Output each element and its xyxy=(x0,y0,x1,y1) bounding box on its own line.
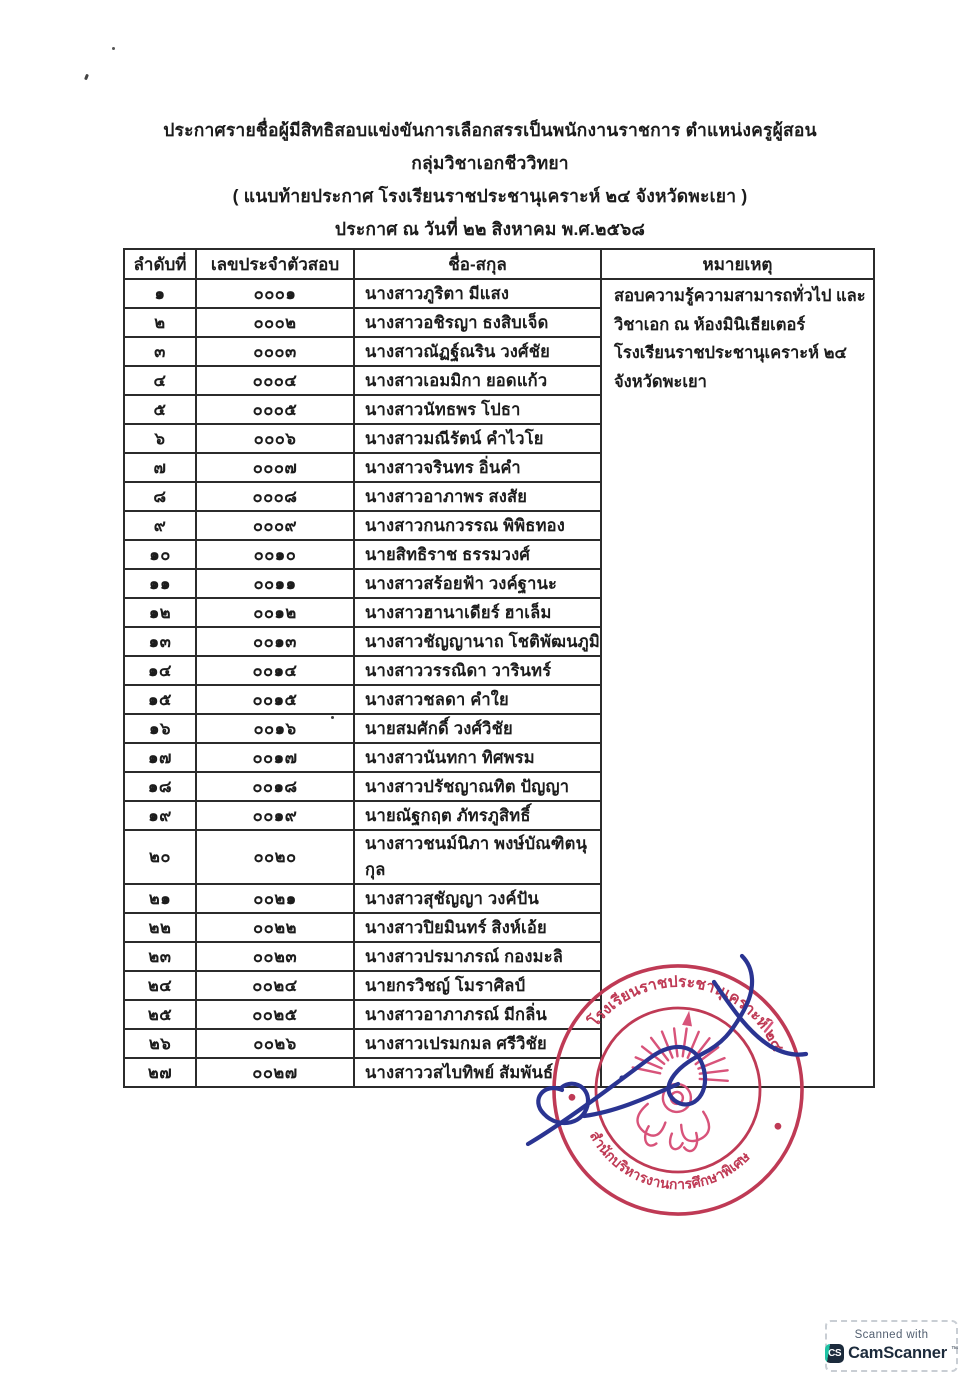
exam-id-cell: ๐๐๐๓ xyxy=(196,337,354,366)
name-cell: นางสาวนันทกา ทิศพรม xyxy=(354,743,601,772)
name-cell: นางสาวจรินทร อิ่นคำ xyxy=(354,453,601,482)
exam-id-cell: ๐๐๑๗ xyxy=(196,743,354,772)
applicants-table xyxy=(123,248,875,1088)
name-cell: นางสาวปรมาภรณ์ กองมะลิ xyxy=(354,942,601,971)
remark-line: วิชาเอก ณ ห้องมินิเธียเตอร์ xyxy=(614,315,806,334)
exam-id-cell: ๐๐๐๖ xyxy=(196,424,354,453)
title-line-1: ประกาศรายชื่อผู้มีสิทธิสอบแข่งขันการเลือกสรรเป็นพนักงานราชการ ตำแหน่งครูผู้สอน xyxy=(163,120,817,140)
name-cell: นางสาวอาภาภรณ์ มีกลิ่น xyxy=(354,1000,601,1029)
scan-speck xyxy=(112,47,115,50)
name-cell: นายสมศักดิ์ วงศ์วิชัย xyxy=(354,714,601,743)
camscanner-brand-row xyxy=(825,1344,958,1363)
row-number-cell: ๑๙ xyxy=(124,801,196,830)
exam-id-cell: ๐๐๑๕ xyxy=(196,685,354,714)
exam-id-cell: ๐๐๒๐ xyxy=(196,830,354,884)
row-number-cell: ๒๕ xyxy=(124,1000,196,1029)
name-cell: นางสาววสไบทิพย์ สัมพันธ์ xyxy=(354,1058,601,1087)
row-number-cell: ๑๑ xyxy=(124,569,196,598)
exam-id-cell: ๐๐๒๓ xyxy=(196,942,354,971)
exam-id-cell: ๐๐๐๘ xyxy=(196,482,354,511)
row-number-cell: ๑๓ xyxy=(124,627,196,656)
row-number-cell: ๒๔ xyxy=(124,971,196,1000)
row-number-cell: ๗ xyxy=(124,453,196,482)
row-number-cell: ๑๕ xyxy=(124,685,196,714)
announcement-title-block xyxy=(0,114,980,246)
title-line-4: ประกาศ ณ วันที่ ๒๒ สิงหาคม พ.ศ.๒๕๖๘ xyxy=(334,219,646,239)
row-number-cell: ๑๗ xyxy=(124,743,196,772)
exam-id-cell: ๐๐๑๐ xyxy=(196,540,354,569)
stamp-separator-dot xyxy=(774,1122,782,1130)
row-number-cell: ๒๖ xyxy=(124,1029,196,1058)
name-cell: นางสาวภูริตา มีแสง xyxy=(354,279,601,308)
header-order-col: ลำดับที่ xyxy=(124,249,196,279)
row-number-cell: ๔ xyxy=(124,366,196,395)
remark-line: จังหวัดพะเยา xyxy=(614,372,707,391)
trademark-symbol: ™ xyxy=(950,1346,958,1353)
stamp-bottom-arc-text: สำนักบริหารงานการศึกษาพิเศษ xyxy=(586,1128,753,1193)
row-number-cell: ๑๔ xyxy=(124,656,196,685)
title-line-3: ( แนบท้ายประกาศ โรงเรียนราชประชานุเคราะห์ ๒๔ จังหวัดพะเยา ) xyxy=(232,186,748,206)
exam-id-cell: ๐๐๐๗ xyxy=(196,453,354,482)
name-cell: นางสาวมณีรัตน์ คำไวโย xyxy=(354,424,601,453)
stamp-top-arc-text: โรงเรียนราชประชานุเคราะห์ ๒๔ xyxy=(585,973,787,1055)
name-cell: นางสาวสร้อยฟ้า วงค์ฐานะ xyxy=(354,569,601,598)
row-number-cell: ๖ xyxy=(124,424,196,453)
exam-id-cell: ๐๐๐๑ xyxy=(196,279,354,308)
camscanner-watermark xyxy=(825,1320,958,1372)
row-number-cell: ๑ xyxy=(124,279,196,308)
header-exam-id-col: เลขประจำตัวสอบ xyxy=(196,249,354,279)
row-number-cell: ๘ xyxy=(124,482,196,511)
row-number-cell: ๑๖ xyxy=(124,714,196,743)
exam-id-cell: ๐๐๑๙ xyxy=(196,801,354,830)
row-number-cell: ๒๒ xyxy=(124,913,196,942)
scanned-with-label: Scanned with xyxy=(854,1329,929,1341)
exam-id-cell: ๐๐๐๒ xyxy=(196,308,354,337)
row-number-cell: ๒๑ xyxy=(124,884,196,913)
remark-line: สอบความรู้ความสามารถทั่วไป และ xyxy=(614,287,866,305)
name-cell: นางสาวปรัชญาณทิต ปัญญา xyxy=(354,772,601,801)
name-cell: นางสาวปิยมินทร์ สิงห์เอ้ย xyxy=(354,913,601,942)
title-line-2: กลุ่มวิชาเอกชีววิทยา xyxy=(411,153,569,173)
row-number-cell: ๕ xyxy=(124,395,196,424)
header-remark-col: หมายเหตุ xyxy=(601,249,874,279)
exam-id-cell: ๐๐๑๔ xyxy=(196,656,354,685)
name-cell: นางสาวกนกวรรณ พิพิธทอง xyxy=(354,511,601,540)
row-number-cell: ๑๐ xyxy=(124,540,196,569)
exam-id-cell: ๐๐๐๕ xyxy=(196,395,354,424)
name-cell: นางสาวชลดา คำใย xyxy=(354,685,601,714)
camscanner-logo-icon: CS xyxy=(825,1344,844,1363)
name-cell: นายณัฐกฤต ภัทรภูสิทธิ์ xyxy=(354,801,601,830)
name-cell: นางสาวสุชัญญา วงค์ปัน xyxy=(354,884,601,913)
exam-id-cell: ๐๐๒๗ xyxy=(196,1058,354,1087)
name-cell: นางสาวชนม์นิภา พงษ์บัณฑิตนุกุล xyxy=(354,830,601,884)
name-cell: นางสาวเอมมิกา ยอดแก้ว xyxy=(354,366,601,395)
exam-id-cell: ๐๐๑๘ xyxy=(196,772,354,801)
row-number-cell: ๒๓ xyxy=(124,942,196,971)
remark-line: โรงเรียนราชประชานุเคราะห์ ๒๔ xyxy=(614,344,847,362)
table-header-row xyxy=(124,249,874,279)
exam-id-cell: ๐๐๑๒ xyxy=(196,598,354,627)
name-cell: นางสาวเปรมกมล ศรีวิชัย xyxy=(354,1029,601,1058)
remark-cell xyxy=(601,279,874,1087)
scan-speck xyxy=(84,74,89,81)
stamp-separator-dot xyxy=(568,1093,576,1101)
name-cell: นางสาวนัทธพร โปธา xyxy=(354,395,601,424)
row-number-cell: ๒๗ xyxy=(124,1058,196,1087)
name-cell: นางสาวชัญญานาถ โชติพัฒนภูมิ xyxy=(354,627,601,656)
exam-id-cell: ๐๐๐๔ xyxy=(196,366,354,395)
row-number-cell: ๙ xyxy=(124,511,196,540)
table-body xyxy=(124,279,874,1087)
exam-id-cell: ๐๐๒๒ xyxy=(196,913,354,942)
exam-id-cell: ๐๐๑๖ xyxy=(196,714,354,743)
row-number-cell: ๒๐ xyxy=(124,830,196,884)
name-cell: นางสาวณัฏฐ์ณริน วงศ์ชัย xyxy=(354,337,601,366)
name-cell: นางสาวฮานาเดียร์ ฮาเล็ม xyxy=(354,598,601,627)
name-cell: นางสาวอชิรญา ธงสิบเจ็ด xyxy=(354,308,601,337)
exam-id-cell: ๐๐๒๕ xyxy=(196,1000,354,1029)
exam-id-cell: ๐๐๒๑ xyxy=(196,884,354,913)
exam-id-cell: ๐๐๐๙ xyxy=(196,511,354,540)
exam-id-cell: ๐๐๑๓ xyxy=(196,627,354,656)
row-number-cell: ๑๒ xyxy=(124,598,196,627)
row-number-cell: ๒ xyxy=(124,308,196,337)
row-number-cell: ๑๘ xyxy=(124,772,196,801)
name-cell: นายสิทธิราช ธรรมวงศ์ xyxy=(354,540,601,569)
exam-id-cell: ๐๐๒๖ xyxy=(196,1029,354,1058)
camscanner-brand-text: CamScanner xyxy=(848,1344,947,1362)
exam-id-cell: ๐๐๒๔ xyxy=(196,971,354,1000)
table-row xyxy=(124,279,874,308)
name-cell: นายกรวิชญ์ โมราศิลป์ xyxy=(354,971,601,1000)
name-cell: นางสาวอาภาพร สงสัย xyxy=(354,482,601,511)
exam-id-cell: ๐๐๑๑ xyxy=(196,569,354,598)
header-name-col: ชื่อ-สกุล xyxy=(354,249,601,279)
name-cell: นางสาววรรณิดา วารินทร์ xyxy=(354,656,601,685)
row-number-cell: ๓ xyxy=(124,337,196,366)
